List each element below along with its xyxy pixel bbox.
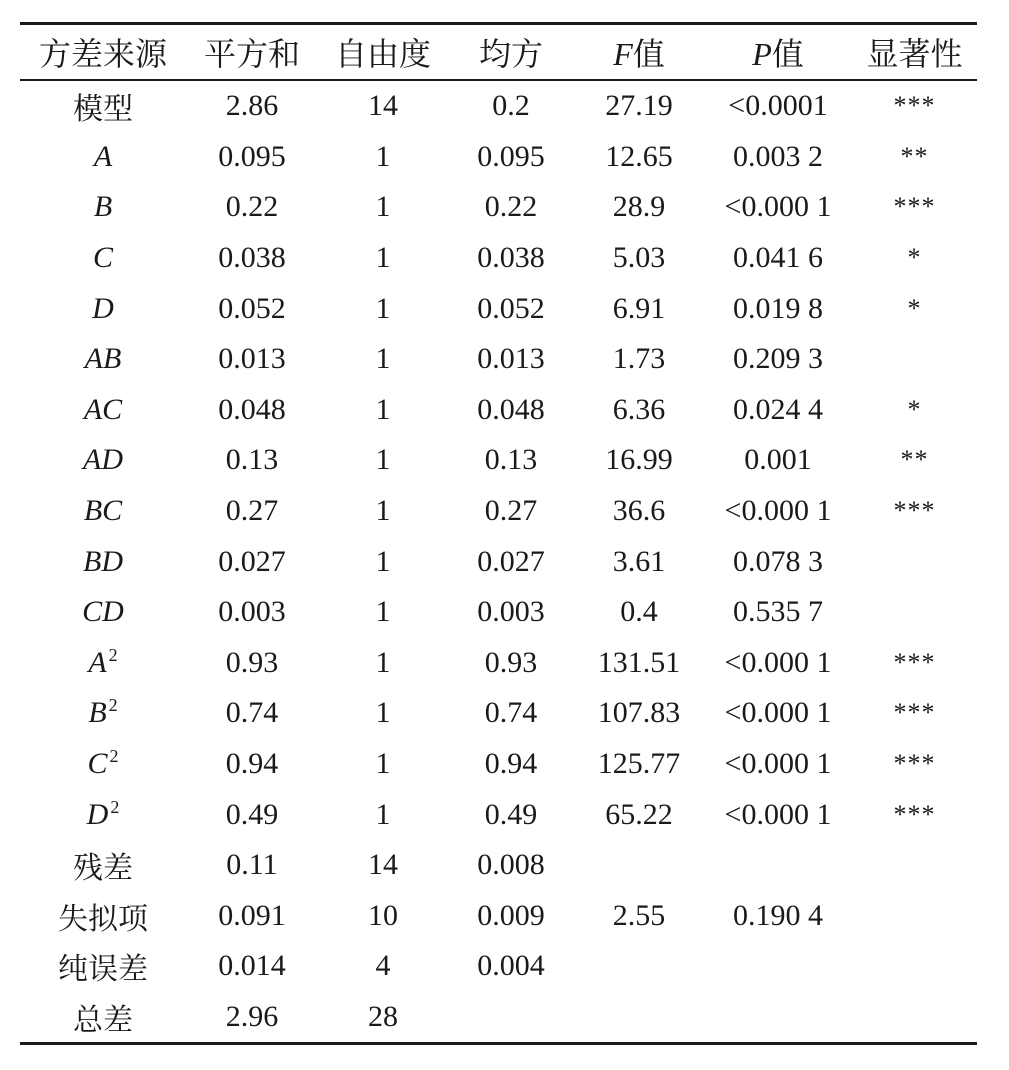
source-label: AB bbox=[84, 342, 122, 376]
source-label: AC bbox=[83, 392, 123, 426]
table-row bbox=[20, 789, 977, 840]
cell-mean-square: 0.22 bbox=[484, 190, 538, 224]
table-row bbox=[20, 182, 977, 233]
header-italic-letter: F bbox=[613, 36, 633, 72]
cell-mean-square bbox=[448, 992, 574, 1044]
header-label: 值 bbox=[632, 36, 665, 72]
cell-p-value bbox=[704, 941, 852, 992]
cell-f-value: 27.19 bbox=[605, 89, 673, 123]
cell-p-value: <0.000 1 bbox=[724, 797, 832, 831]
cell-p-value: <0.000 1 bbox=[724, 747, 832, 781]
header-sum-of-squares bbox=[186, 24, 318, 81]
cell-sum-of-squares: 0.74 bbox=[225, 696, 279, 730]
source-label: D bbox=[92, 291, 114, 325]
cell-source bbox=[20, 435, 186, 486]
table-row bbox=[20, 941, 977, 992]
cell-f-value bbox=[574, 992, 704, 1044]
cell-sum-of-squares: 2.86 bbox=[225, 89, 279, 123]
cell-significance: *** bbox=[893, 647, 936, 677]
cell-mean-square: 0.94 bbox=[484, 747, 538, 781]
table-row bbox=[20, 486, 977, 537]
cell-sum-of-squares: 0.003 bbox=[218, 595, 286, 629]
table-row bbox=[20, 638, 977, 689]
cell-source bbox=[20, 992, 186, 1044]
cell-degrees-of-freedom: 1 bbox=[375, 342, 391, 376]
source-label: D bbox=[86, 797, 109, 831]
cell-significance: ** bbox=[900, 445, 929, 475]
header-label: 均方 bbox=[478, 36, 543, 72]
cell-degrees-of-freedom: 1 bbox=[375, 645, 391, 679]
cell-source bbox=[20, 688, 186, 739]
cell-source bbox=[20, 283, 186, 334]
cell-mean-square: 0.49 bbox=[484, 797, 538, 831]
cell-significance bbox=[852, 992, 977, 1044]
cell-f-value: 0.4 bbox=[620, 595, 658, 629]
cell-mean-square: 0.013 bbox=[477, 342, 545, 376]
cell-significance bbox=[852, 536, 977, 587]
cell-f-value: 6.91 bbox=[612, 291, 666, 325]
cell-mean-square: 0.004 bbox=[477, 949, 545, 983]
source-exponent: 2 bbox=[109, 746, 119, 767]
cell-f-value bbox=[574, 941, 704, 992]
cell-sum-of-squares: 0.27 bbox=[225, 494, 279, 528]
source-label: 纯误差 bbox=[58, 953, 148, 987]
cell-degrees-of-freedom: 1 bbox=[375, 443, 391, 477]
cell-degrees-of-freedom: 1 bbox=[375, 190, 391, 224]
cell-degrees-of-freedom: 1 bbox=[375, 291, 391, 325]
header-label: 方差来源 bbox=[38, 36, 167, 72]
table-row bbox=[20, 435, 977, 486]
cell-p-value bbox=[704, 992, 852, 1044]
cell-significance bbox=[852, 840, 977, 891]
cell-sum-of-squares: 0.94 bbox=[225, 747, 279, 781]
table-header bbox=[20, 24, 977, 81]
cell-mean-square: 0.27 bbox=[484, 494, 538, 528]
cell-p-value: <0.000 1 bbox=[724, 645, 832, 679]
header-p-value bbox=[704, 24, 852, 81]
source-exponent: 2 bbox=[108, 644, 118, 665]
cell-source bbox=[20, 891, 186, 942]
cell-mean-square: 0.74 bbox=[484, 696, 538, 730]
cell-significance: *** bbox=[893, 799, 936, 829]
cell-source bbox=[20, 941, 186, 992]
table-row bbox=[20, 891, 977, 942]
cell-degrees-of-freedom: 10 bbox=[368, 898, 398, 932]
cell-p-value: 0.024 4 bbox=[733, 392, 823, 426]
header-significance bbox=[852, 24, 977, 81]
cell-source bbox=[20, 840, 186, 891]
cell-sum-of-squares: 0.038 bbox=[218, 241, 286, 275]
cell-source bbox=[20, 233, 186, 284]
source-label: B bbox=[88, 696, 107, 730]
cell-source bbox=[20, 385, 186, 436]
cell-mean-square: 0.009 bbox=[477, 898, 545, 932]
cell-source bbox=[20, 182, 186, 233]
table-row bbox=[20, 536, 977, 587]
header-degrees-of-freedom bbox=[318, 24, 448, 81]
header-label: 显著性 bbox=[866, 36, 963, 72]
cell-p-value: 0.019 8 bbox=[733, 291, 823, 325]
cell-significance: *** bbox=[893, 698, 936, 728]
cell-f-value: 16.99 bbox=[605, 443, 673, 477]
cell-source bbox=[20, 486, 186, 537]
source-label: 残差 bbox=[73, 852, 133, 886]
cell-degrees-of-freedom: 14 bbox=[368, 89, 398, 123]
cell-degrees-of-freedom: 28 bbox=[368, 999, 398, 1033]
table-row bbox=[20, 840, 977, 891]
cell-f-value: 5.03 bbox=[612, 241, 666, 275]
cell-f-value: 2.55 bbox=[612, 898, 666, 932]
source-exponent: 2 bbox=[110, 796, 120, 817]
cell-source bbox=[20, 132, 186, 183]
cell-p-value: <0.000 1 bbox=[724, 696, 832, 730]
cell-degrees-of-freedom: 1 bbox=[375, 544, 391, 578]
cell-degrees-of-freedom: 14 bbox=[368, 848, 398, 882]
cell-mean-square: 0.93 bbox=[484, 645, 538, 679]
cell-significance: *** bbox=[893, 192, 936, 222]
cell-degrees-of-freedom: 4 bbox=[375, 949, 391, 983]
cell-p-value: 0.001 bbox=[744, 443, 812, 477]
cell-sum-of-squares: 0.49 bbox=[225, 797, 279, 831]
cell-sum-of-squares: 0.048 bbox=[218, 392, 286, 426]
cell-mean-square: 0.038 bbox=[477, 241, 545, 275]
cell-source bbox=[20, 80, 186, 132]
cell-p-value: 0.078 3 bbox=[733, 544, 823, 578]
table-body bbox=[20, 80, 977, 1044]
cell-mean-square: 0.048 bbox=[477, 392, 545, 426]
source-label: 模型 bbox=[73, 93, 133, 127]
cell-f-value: 1.73 bbox=[612, 342, 666, 376]
cell-significance: *** bbox=[893, 749, 936, 779]
source-label: C bbox=[92, 241, 113, 275]
cell-p-value: 0.535 7 bbox=[733, 595, 823, 629]
source-label: C bbox=[87, 747, 108, 781]
source-label: BD bbox=[83, 544, 123, 578]
source-label: 总差 bbox=[73, 1003, 133, 1037]
cell-p-value: <0.000 1 bbox=[724, 494, 832, 528]
cell-sum-of-squares: 0.052 bbox=[218, 291, 286, 325]
table-row bbox=[20, 132, 977, 183]
cell-p-value: 0.209 3 bbox=[733, 342, 823, 376]
cell-significance: *** bbox=[893, 91, 936, 121]
header-mean-square bbox=[448, 24, 574, 81]
table-row bbox=[20, 385, 977, 436]
cell-sum-of-squares: 0.22 bbox=[225, 190, 279, 224]
cell-mean-square: 0.13 bbox=[484, 443, 538, 477]
cell-source bbox=[20, 789, 186, 840]
header-label: 平方和 bbox=[203, 36, 300, 72]
cell-source bbox=[20, 638, 186, 689]
cell-f-value: 28.9 bbox=[612, 190, 666, 224]
cell-sum-of-squares: 0.091 bbox=[218, 898, 286, 932]
cell-significance: * bbox=[907, 243, 922, 273]
cell-sum-of-squares: 2.96 bbox=[225, 999, 279, 1033]
cell-f-value: 3.61 bbox=[612, 544, 666, 578]
header-f-value bbox=[574, 24, 704, 81]
cell-significance bbox=[852, 891, 977, 942]
table-row bbox=[20, 992, 977, 1044]
cell-significance bbox=[852, 941, 977, 992]
cell-degrees-of-freedom: 1 bbox=[375, 494, 391, 528]
cell-f-value: 12.65 bbox=[605, 139, 673, 173]
cell-p-value: 0.041 6 bbox=[733, 241, 823, 275]
table-row bbox=[20, 739, 977, 790]
cell-f-value: 6.36 bbox=[612, 392, 666, 426]
cell-source bbox=[20, 334, 186, 385]
cell-degrees-of-freedom: 1 bbox=[375, 797, 391, 831]
source-exponent: 2 bbox=[108, 695, 118, 716]
cell-source bbox=[20, 536, 186, 587]
header-label: 值 bbox=[771, 36, 804, 72]
cell-degrees-of-freedom: 1 bbox=[375, 241, 391, 275]
table-row bbox=[20, 80, 977, 132]
cell-degrees-of-freedom: 1 bbox=[375, 595, 391, 629]
cell-mean-square: 0.003 bbox=[477, 595, 545, 629]
header-row bbox=[20, 24, 977, 81]
cell-degrees-of-freedom: 1 bbox=[375, 139, 391, 173]
cell-p-value: 0.003 2 bbox=[733, 139, 823, 173]
header-source bbox=[20, 24, 186, 81]
header-label: 自由度 bbox=[334, 36, 431, 72]
cell-sum-of-squares: 0.11 bbox=[226, 848, 278, 882]
table-row bbox=[20, 587, 977, 638]
cell-f-value: 36.6 bbox=[612, 494, 666, 528]
cell-degrees-of-freedom: 1 bbox=[375, 747, 391, 781]
cell-significance: * bbox=[907, 394, 922, 424]
cell-mean-square: 0.008 bbox=[477, 848, 545, 882]
table-row bbox=[20, 283, 977, 334]
source-label: AD bbox=[83, 443, 123, 477]
cell-significance: * bbox=[907, 293, 922, 323]
cell-significance: *** bbox=[893, 496, 936, 526]
cell-p-value bbox=[704, 840, 852, 891]
cell-sum-of-squares: 0.13 bbox=[225, 443, 279, 477]
cell-significance bbox=[852, 334, 977, 385]
cell-f-value: 65.22 bbox=[605, 797, 673, 831]
cell-sum-of-squares: 0.014 bbox=[218, 949, 286, 983]
anova-table-container bbox=[20, 22, 977, 1045]
cell-f-value: 131.51 bbox=[597, 645, 681, 679]
cell-p-value: 0.190 4 bbox=[733, 898, 823, 932]
cell-mean-square: 0.2 bbox=[492, 89, 530, 123]
anova-table bbox=[20, 22, 977, 1045]
cell-sum-of-squares: 0.027 bbox=[218, 544, 286, 578]
source-label: B bbox=[93, 190, 113, 224]
cell-mean-square: 0.052 bbox=[477, 291, 545, 325]
cell-significance: ** bbox=[900, 141, 929, 171]
cell-p-value: <0.000 1 bbox=[724, 190, 832, 224]
header-italic-letter: P bbox=[752, 36, 772, 72]
source-label: BC bbox=[83, 494, 123, 528]
table-row bbox=[20, 688, 977, 739]
cell-mean-square: 0.095 bbox=[477, 139, 545, 173]
cell-p-value: <0.0001 bbox=[728, 89, 828, 123]
cell-sum-of-squares: 0.095 bbox=[218, 139, 286, 173]
cell-f-value: 107.83 bbox=[597, 696, 681, 730]
source-label: CD bbox=[82, 595, 124, 629]
cell-degrees-of-freedom: 1 bbox=[375, 696, 391, 730]
cell-source bbox=[20, 739, 186, 790]
cell-f-value bbox=[574, 840, 704, 891]
source-label: 失拟项 bbox=[58, 902, 148, 936]
source-label: A bbox=[88, 645, 107, 679]
table-row bbox=[20, 334, 977, 385]
table-row bbox=[20, 233, 977, 284]
cell-sum-of-squares: 0.93 bbox=[225, 645, 279, 679]
cell-source bbox=[20, 587, 186, 638]
source-label: A bbox=[93, 139, 113, 173]
cell-significance bbox=[852, 587, 977, 638]
cell-degrees-of-freedom: 1 bbox=[375, 392, 391, 426]
cell-mean-square: 0.027 bbox=[477, 544, 545, 578]
cell-sum-of-squares: 0.013 bbox=[218, 342, 286, 376]
cell-f-value: 125.77 bbox=[597, 747, 681, 781]
